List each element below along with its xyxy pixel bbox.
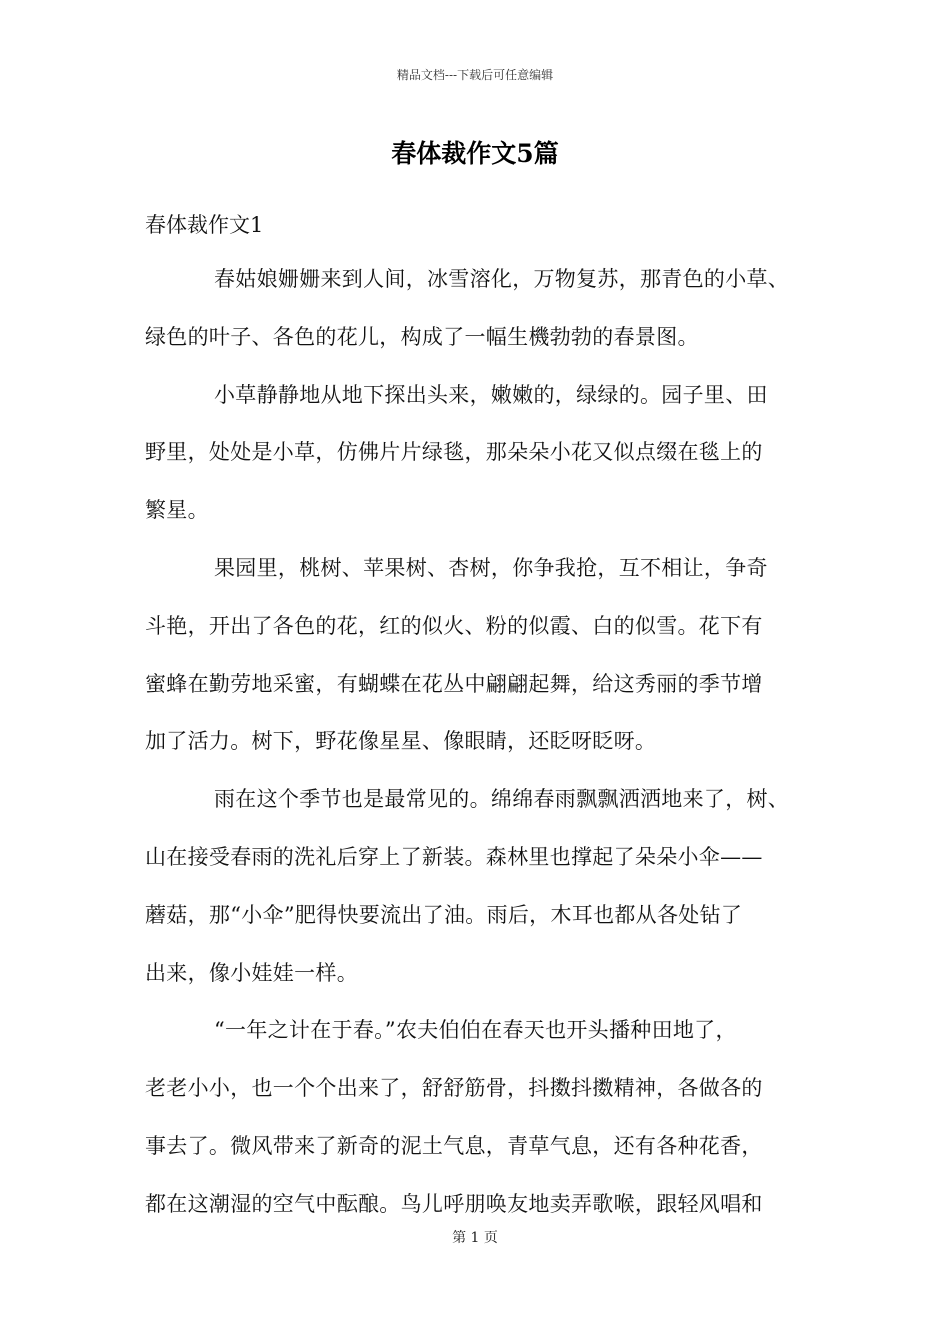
paragraph-1-line-1: 春姑娘姗姗来到人间，冰雪溶化，万物复苏，那青色的小草、	[214, 267, 790, 291]
paragraph-5-line-4: 都在这潮湿的空气中酝酿。鸟儿呼朋唤友地卖弄歌喉，跟轻风唱和	[145, 1191, 763, 1216]
paragraph-3-line-4: 加了活力。树下，野花像星星、像眼睛，还眨呀眨呀。	[145, 729, 657, 754]
paragraph-1-line-2: 绿色的叶子、各色的花儿，构成了一幅生機勃勃的春景图。	[145, 324, 699, 349]
paragraph-4-line-2: 山在接受春雨的洗礼后穿上了新装。森林里也撑起了朵朵小伞——	[145, 844, 763, 869]
paragraph-4-line-4: 出来，像小娃娃一样。	[145, 960, 358, 985]
paragraph-3-line-1: 果园里，桃树、苹果树、杏树，你争我抢，互不相让，争奇	[214, 555, 768, 580]
paragraph-4-line-3: 蘑菇，那“小伞”肥得快要流出了油。雨后，木耳也都从各处钻了	[145, 902, 743, 927]
paragraph-2-line-2: 野里，处处是小草，仿佛片片绿毯，那朵朵小花又似点缀在毯上的	[145, 440, 763, 465]
header-note: 精品文档---下载后可任意编辑	[396, 68, 554, 82]
paragraph-5-line-3: 事去了。微风带来了新奇的泥土气息，青草气息，还有各种花香，	[145, 1133, 763, 1158]
paragraph-5-line-2: 老老小小，也一个个出来了，舒舒筋骨，抖擞抖擞精神，各做各的	[145, 1076, 763, 1101]
essay-body	[145, 251, 825, 1234]
paragraph-5-line-1: “一年之计在于春。”农夫伯伯在春天也开头播种田地了，	[214, 1018, 737, 1043]
document-title: 春体裁作文5篇	[391, 139, 559, 168]
paragraph-2-line-1: 小草静静地从地下探出头来，嫩嫩的，绿绿的。园子里、田	[214, 382, 768, 407]
page-number: 第 1 页	[452, 1230, 498, 1246]
paragraph-4-line-1: 雨在这个季节也是最常见的。绵绵春雨飘飘洒洒地来了，树、	[214, 787, 790, 812]
section-heading: 春体裁作文1	[145, 213, 264, 237]
paragraph-2-line-3: 繁星。	[145, 498, 209, 523]
paragraph-3-line-2: 斗艳，开出了各色的花，红的似火、粉的似霞、白的似雪。花下有	[145, 613, 763, 638]
paragraph-3-line-3: 蜜蜂在勤劳地采蜜，有蝴蝶在花丛中翩翩起舞，给这秀丽的季节增	[145, 671, 763, 696]
